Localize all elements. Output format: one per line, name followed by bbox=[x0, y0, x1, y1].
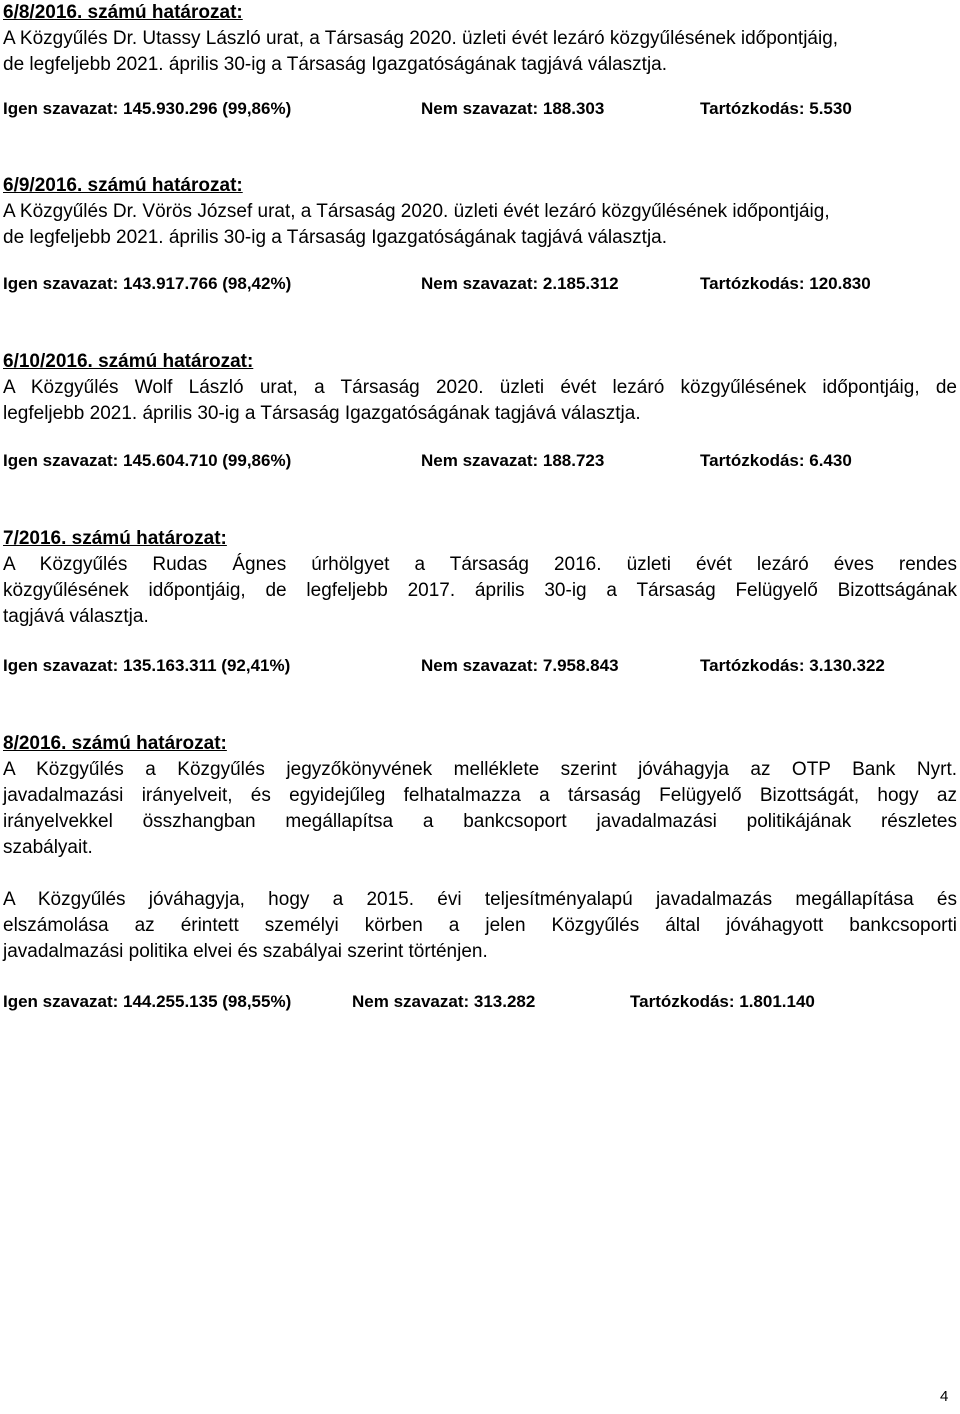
resolution-text-line: A Közgyűlés a Közgyűlés jegyzőkönyvének melléklete szerint jóváhagyja az OTP Bank Nyrt. bbox=[3, 759, 957, 780]
no-votes: Nem szavazat: 188.303 bbox=[421, 99, 605, 118]
resolution-text-line: de legfeljebb 2021. április 30-ig a Társaság Igazgatóságának tagjává választja. bbox=[3, 227, 668, 248]
resolution-7 bbox=[3, 526, 957, 679]
vote-results bbox=[3, 989, 957, 1015]
resolution-heading: 8/2016. számú határozat: bbox=[3, 733, 227, 754]
resolution-text-line: de legfeljebb 2021. április 30-ig a Társaság Igazgatóságának tagjává választja. bbox=[3, 54, 668, 75]
resolution-text-line: legfeljebb 2021. április 30-ig a Társaság Igazgatóságának tagjává választja. bbox=[3, 403, 641, 424]
vote-results bbox=[3, 448, 957, 474]
yes-votes: Igen szavazat: 135.163.311 (92,41%) bbox=[3, 656, 291, 675]
resolution-heading: 6/8/2016. számú határozat: bbox=[3, 2, 243, 23]
resolution-text-line: közgyűlésének időpontjáig, de legfeljebb 2017. április 30-ig a Társaság Felügyelő Bizottságának bbox=[3, 580, 957, 601]
resolution-text-line: A Közgyűlés Dr. Vörös József urat, a Társaság 2020. üzleti évét lezáró közgyűlésének időpontjáig, bbox=[3, 201, 830, 222]
yes-votes: Igen szavazat: 143.917.766 (98,42%) bbox=[3, 274, 292, 293]
no-votes: Nem szavazat: 188.723 bbox=[421, 451, 605, 470]
vote-results bbox=[3, 271, 957, 297]
no-votes: Nem szavazat: 2.185.312 bbox=[421, 274, 619, 293]
resolution-8 bbox=[3, 731, 957, 1015]
resolution-text-line: A Közgyűlés Dr. Utassy László urat, a Társaság 2020. üzleti évét lezáró közgyűlésének időpontjáig, bbox=[3, 28, 839, 49]
yes-votes: Igen szavazat: 145.604.710 (99,86%) bbox=[3, 451, 292, 470]
resolution-text-line: A Közgyűlés Wolf László urat, a Társaság 2020. üzleti évét lezáró közgyűlésének időpontjáig, de bbox=[3, 377, 957, 398]
resolution-6-8 bbox=[3, 0, 957, 122]
abstain-votes: Tartózkodás: 6.430 bbox=[700, 451, 852, 470]
resolution-heading: 6/10/2016. számú határozat: bbox=[3, 351, 254, 372]
yes-votes: Igen szavazat: 144.255.135 (98,55%) bbox=[3, 992, 292, 1011]
no-votes: Nem szavazat: 7.958.843 bbox=[421, 656, 619, 675]
resolution-6-10 bbox=[3, 349, 957, 474]
resolution-text-line: irányelvekkel összhangban megállapítsa a bankcsoport javadalmazási politikájának részletes bbox=[3, 811, 957, 832]
page-number: 4 bbox=[940, 1388, 949, 1405]
abstain-votes: Tartózkodás: 5.530 bbox=[700, 99, 852, 118]
resolution-text-line: szabályait. bbox=[3, 837, 93, 858]
no-votes: Nem szavazat: 313.282 bbox=[352, 992, 536, 1011]
resolution-text-line: A Közgyűlés Rudas Ágnes úrhölgyet a Társaság 2016. üzleti évét lezáró éves rendes bbox=[3, 554, 957, 575]
resolution-text-line: elszámolása az érintett személyi körben a jelen Közgyűlés által jóváhagyott bankcsoporti bbox=[3, 915, 957, 936]
vote-results bbox=[3, 653, 957, 679]
resolution-text-line: javadalmazási politika elvei és szabályai szerint történjen. bbox=[3, 941, 488, 962]
abstain-votes: Tartózkodás: 3.130.322 bbox=[700, 656, 885, 675]
resolution-text-line: A Közgyűlés jóváhagyja, hogy a 2015. évi teljesítményalapú javadalmazás megállapítása és bbox=[3, 889, 957, 910]
resolution-6-9 bbox=[3, 173, 957, 297]
resolution-text-line: tagjává választja. bbox=[3, 606, 149, 627]
resolution-text-line: javadalmazási irányelveit, és egyidejűleg felhatalmazza a társaság Felügyelő Bizottságát, hogy az bbox=[3, 785, 957, 806]
vote-results bbox=[3, 96, 957, 122]
abstain-votes: Tartózkodás: 120.830 bbox=[700, 274, 871, 293]
resolution-heading: 6/9/2016. számú határozat: bbox=[3, 175, 243, 196]
yes-votes: Igen szavazat: 145.930.296 (99,86%) bbox=[3, 99, 292, 118]
resolution-heading: 7/2016. számú határozat: bbox=[3, 528, 227, 549]
abstain-votes: Tartózkodás: 1.801.140 bbox=[630, 992, 815, 1011]
